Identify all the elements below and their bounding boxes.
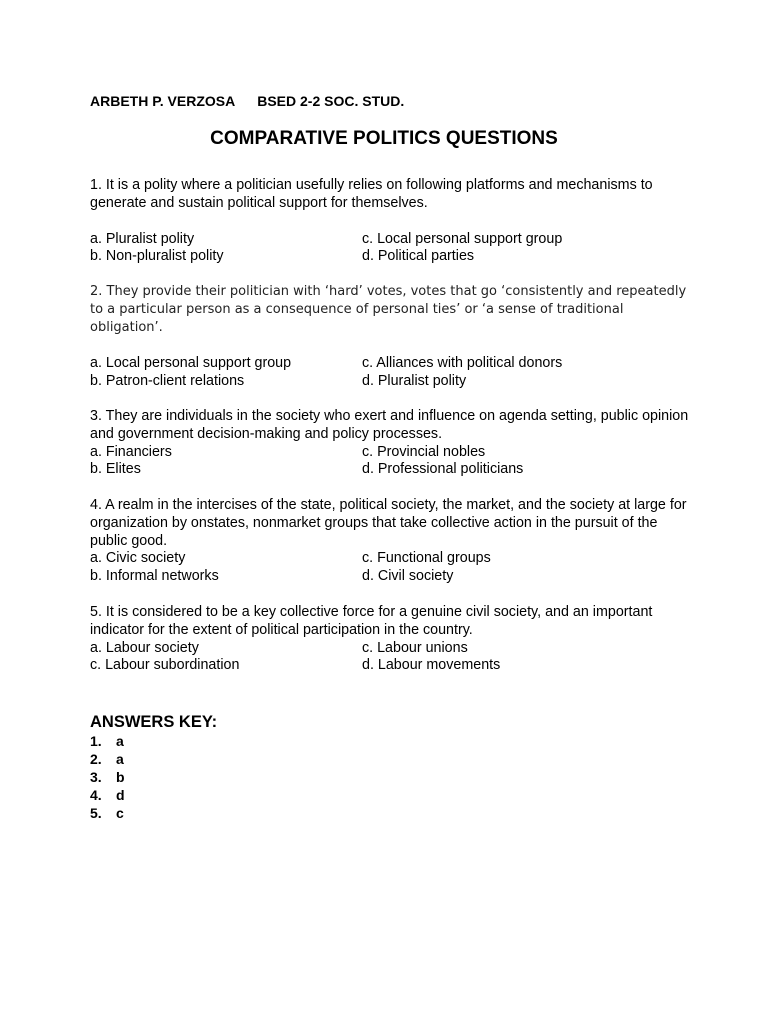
- answer-number: 5.: [90, 804, 102, 821]
- answer-letter: b: [116, 768, 125, 785]
- answer-letter: a: [116, 733, 124, 749]
- list-item: [90, 751, 125, 769]
- question-4: [90, 497, 690, 586]
- option: a. Civic society: [90, 550, 186, 567]
- course-label: BSED 2-2 SOC. STUD.: [257, 93, 405, 109]
- option: c. Provincial nobles: [362, 443, 486, 460]
- option: a. Pluralist polity: [90, 230, 195, 247]
- answers-key-heading: ANSWERS KEY:: [90, 713, 218, 731]
- answer-number: 1.: [90, 733, 102, 749]
- list-item: [90, 787, 125, 805]
- option: b. Elites: [90, 461, 141, 478]
- option: b. Patron-client relations: [90, 372, 245, 389]
- option: a. Labour society: [90, 639, 199, 656]
- option: d. Civil society: [362, 568, 454, 585]
- option: b. Non-pluralist polity: [90, 248, 224, 265]
- option: a. Local personal support group: [90, 355, 292, 371]
- list-item: [90, 733, 125, 751]
- option: c. Labour unions: [362, 639, 468, 656]
- option: b. Informal networks: [90, 568, 219, 585]
- answer-number: 4.: [90, 786, 102, 803]
- question-4-options: [90, 550, 690, 586]
- question-3-options: [90, 444, 690, 480]
- answer-letter: a: [116, 750, 124, 767]
- author-name: ARBETH P. VERZOSA: [90, 93, 236, 109]
- question-5-text: 5. It is considered to be a key collective force for a genuine civil society, and an important indicator for the extent of political participation in the country.: [90, 604, 653, 638]
- answer-number: 2.: [90, 750, 102, 767]
- answer-letter: c: [116, 804, 124, 821]
- question-1: [90, 177, 690, 266]
- question-5: [90, 604, 690, 675]
- author-header: [90, 93, 404, 109]
- question-2-text: 2. They provide their politician with ‘hard’ votes, votes that go ‘consistently and repeatedly to a particular person as a consequence of personal ties’ or ‘a sense of traditional obligation’.: [90, 284, 687, 335]
- question-3: [90, 408, 690, 479]
- option: c. Local personal support group: [362, 230, 563, 247]
- question-2: [90, 283, 690, 391]
- answer-letter: d: [116, 786, 125, 803]
- question-1-text: 1. It is a polity where a politician usefully relies on following platforms and mechanisms to generate and sustain political support for themselves.: [90, 177, 653, 211]
- list-item: [90, 769, 125, 787]
- option: d. Pluralist polity: [362, 372, 467, 389]
- option: d. Political parties: [362, 248, 475, 265]
- question-2-options: [90, 355, 690, 391]
- question-5-options: [90, 640, 690, 676]
- question-3-text: 3. They are individuals in the society who exert and influence on agenda setting, public opinion and government decision-making and policy processes.: [90, 408, 689, 442]
- option: c. Labour subordination: [90, 657, 240, 674]
- option: d. Professional politicians: [362, 461, 524, 478]
- document-title: COMPARATIVE POLITICS QUESTIONS: [210, 128, 558, 149]
- question-1-options: [90, 231, 690, 267]
- question-4-text: 4. A realm in the intercises of the state, political society, the market, and the society at large for organization by onstates, nonmarket groups that take collective action in the pursuit of the public good.: [90, 497, 687, 549]
- list-item: [90, 805, 125, 823]
- option: c. Functional groups: [362, 550, 491, 567]
- answers-key-list: [90, 733, 125, 823]
- option: c. Alliances with political donors: [362, 355, 563, 371]
- answer-number: 3.: [90, 768, 102, 785]
- option: a. Financiers: [90, 443, 172, 460]
- option: d. Labour movements: [362, 657, 501, 674]
